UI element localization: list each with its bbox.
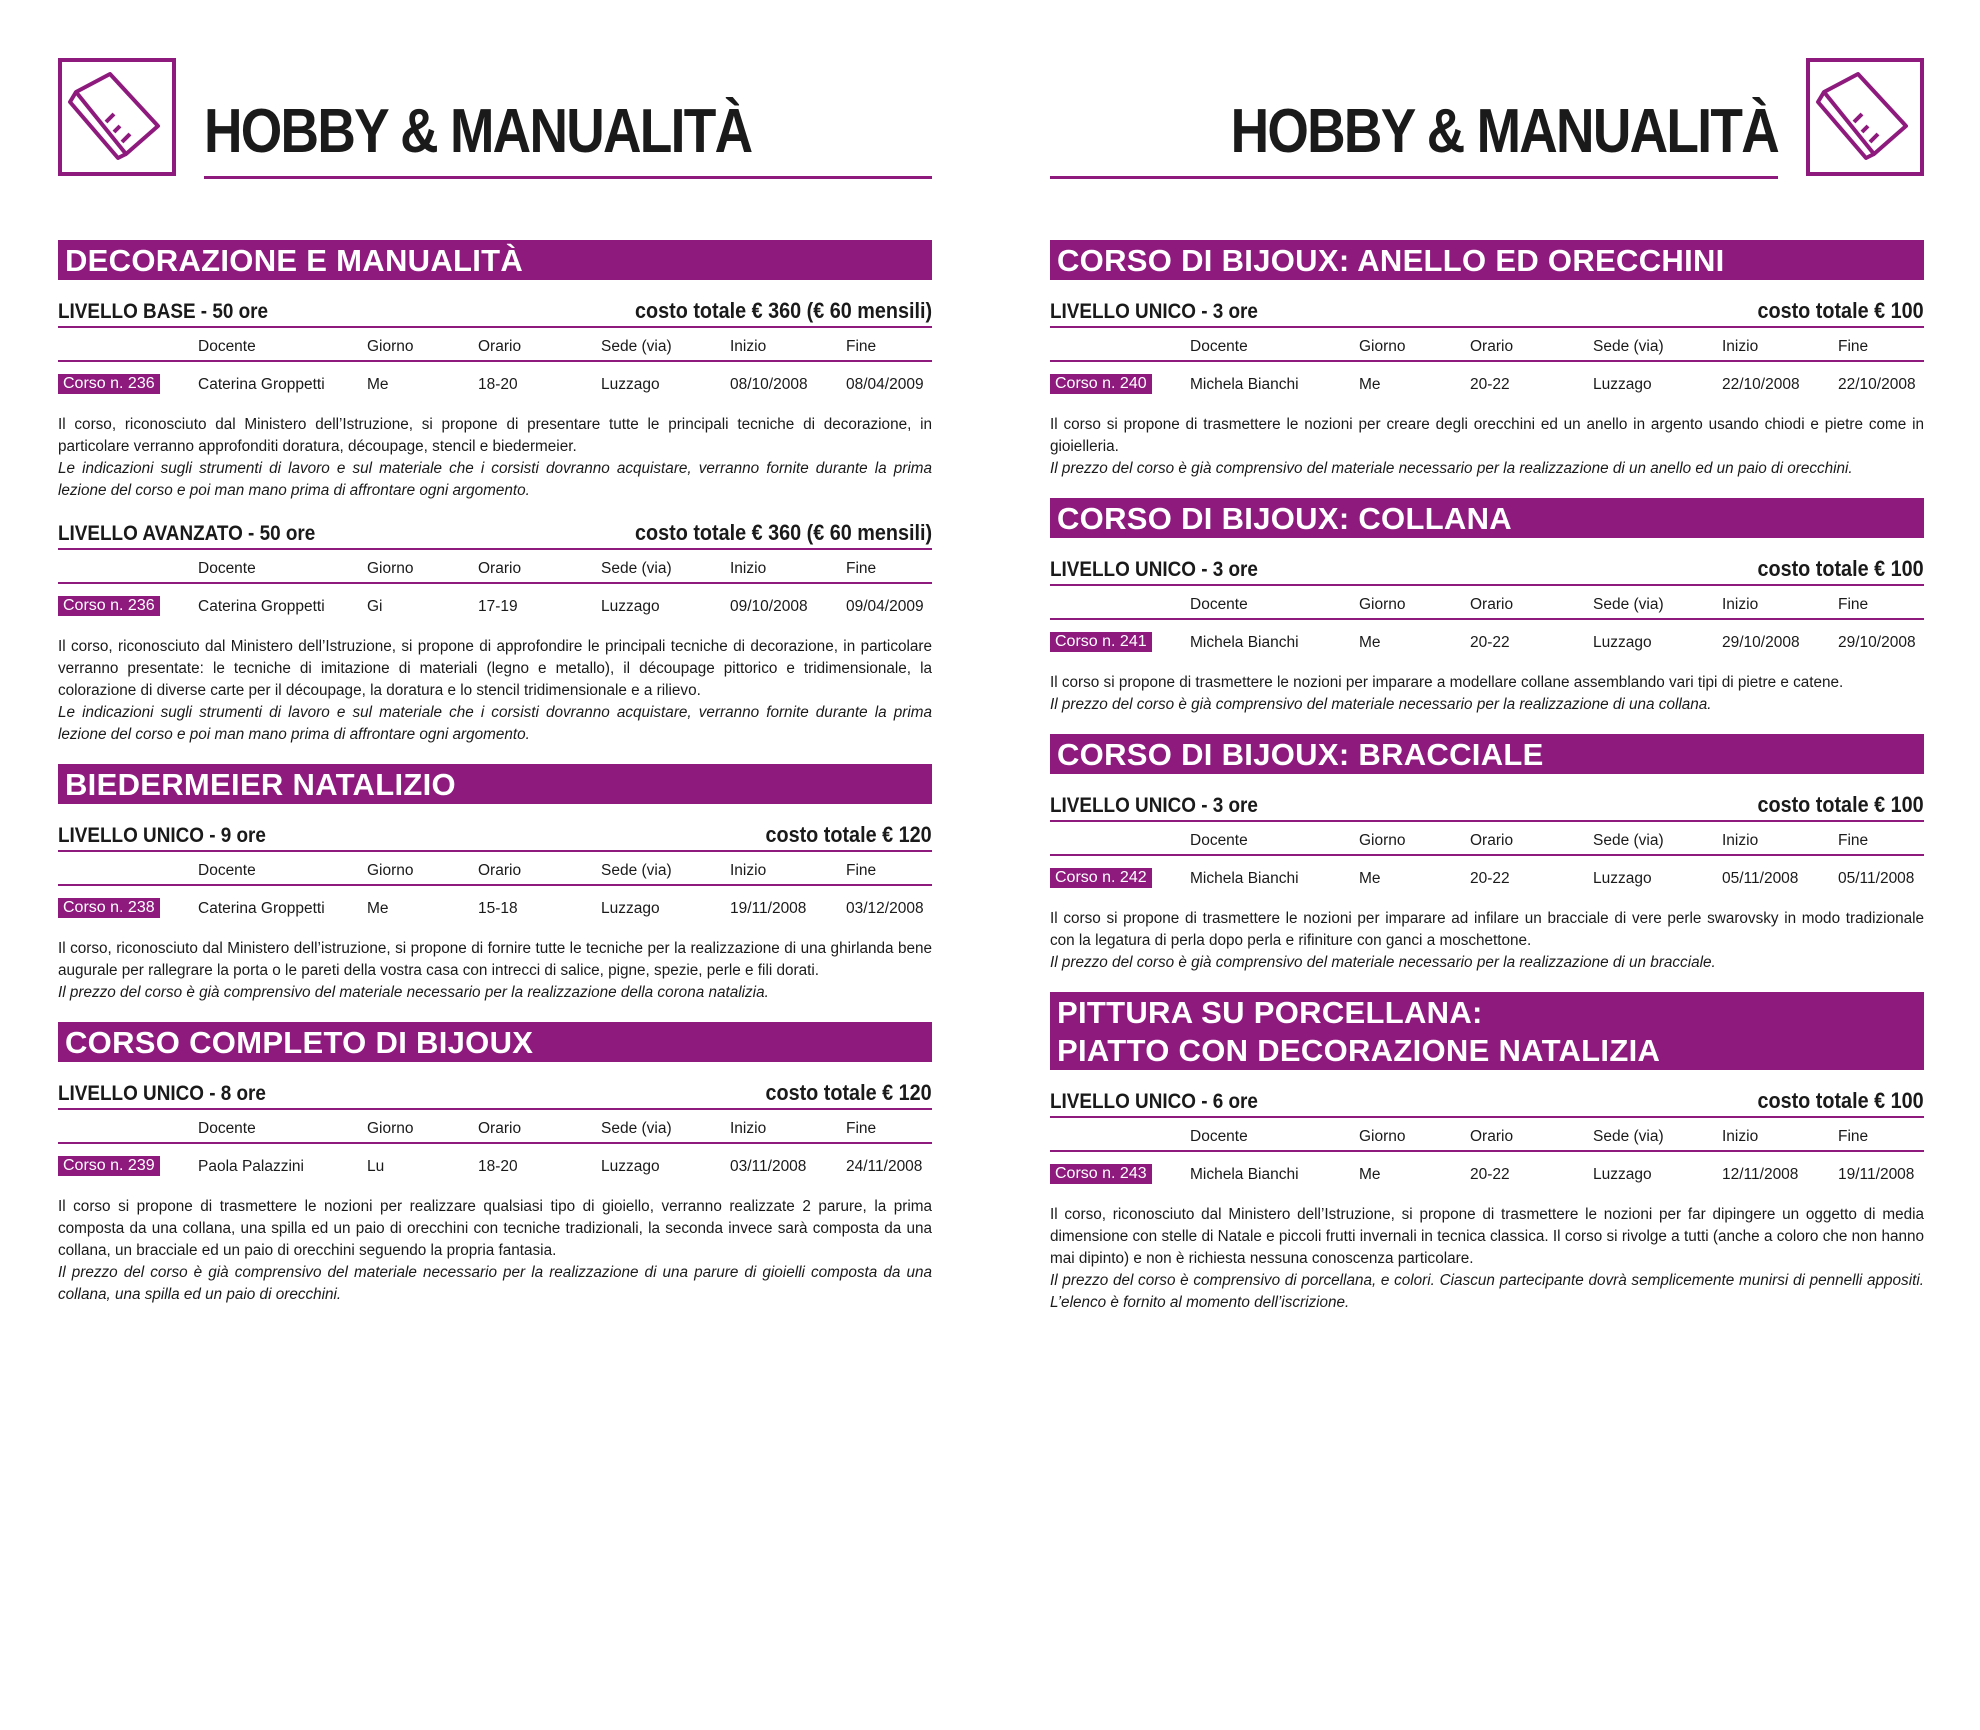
cell-inizio: 29/10/2008	[1722, 634, 1800, 651]
col-sede: Sede (via)	[1593, 338, 1664, 355]
page-header	[1050, 0, 1924, 240]
cell-giorno: Me	[1359, 376, 1381, 393]
col-docente: Docente	[198, 560, 256, 577]
course-badge: Corso n. 238	[58, 898, 160, 918]
level-name: LIVELLO UNICO - 9 ore	[58, 824, 266, 847]
cell-inizio: 09/10/2008	[730, 598, 808, 615]
course-description: Il corso, riconosciuto dal Ministero dell’Istruzione, si propone di approfondire le principali tecniche di decorazione, in particolare verranno presentate: le tecniche di imitazione di materiali (legno e metallo), il découpage pittorico e tridimensionale, la colorazione di diverse carte per il découpage, la doratura e lo stencil tridimensionale e a rilievo.	[58, 638, 932, 699]
course-note: Le indicazioni sugli strumenti di lavoro e sul materiale che i corsisti dovranno acquistare, verranno fornite durante la prima lezione del corso e poi man mano prima di affrontare ogni argomento.	[58, 460, 932, 499]
col-giorno: Giorno	[1359, 338, 1406, 355]
col-giorno: Giorno	[367, 338, 414, 355]
course-note: Il prezzo del corso è già comprensivo del materiale necessario per la realizzazione di un anello ed un paio di orecchini.	[1050, 460, 1853, 477]
col-giorno: Giorno	[367, 1120, 414, 1137]
cell-orario: 20-22	[1470, 1166, 1510, 1183]
col-giorno: Giorno	[367, 862, 414, 879]
course-section	[58, 240, 932, 746]
cell-orario: 15-18	[478, 900, 518, 917]
col-orario: Orario	[1470, 1128, 1514, 1145]
cell-docente: Michela Bianchi	[1190, 1166, 1299, 1183]
course-section	[58, 1022, 932, 1306]
ruler-icon	[58, 58, 176, 176]
table-row	[1050, 1158, 1924, 1196]
cell-fine: 19/11/2008	[1838, 1166, 1915, 1183]
left-page	[58, 0, 932, 1324]
col-inizio: Inizio	[1722, 832, 1759, 849]
col-orario: Orario	[1470, 338, 1514, 355]
table-header	[1050, 822, 1924, 856]
col-docente: Docente	[198, 862, 256, 879]
cell-orario: 18-20	[478, 376, 518, 393]
ruler-icon	[1806, 58, 1924, 176]
cell-giorno: Me	[1359, 634, 1381, 651]
course-level	[1050, 550, 1924, 716]
cell-sede: Luzzago	[1593, 1166, 1652, 1183]
table-header	[1050, 1118, 1924, 1152]
cell-docente: Michela Bianchi	[1190, 870, 1299, 887]
level-name: LIVELLO UNICO - 8 ore	[58, 1082, 266, 1105]
course-description: Il corso, riconosciuto dal Ministero dell’Istruzione, si propone di presentare tutte le principali tecniche di decorazione, in particolare verranno approfonditi doratura, découpage, stencil e biedermeier.	[58, 416, 932, 455]
col-docente: Docente	[1190, 832, 1248, 849]
cell-docente: Michela Bianchi	[1190, 376, 1299, 393]
cell-sede: Luzzago	[1593, 376, 1652, 393]
col-docente: Docente	[1190, 1128, 1248, 1145]
course-section	[58, 764, 932, 1004]
col-fine: Fine	[846, 338, 877, 355]
col-sede: Sede (via)	[601, 338, 672, 355]
title-rule	[204, 176, 932, 179]
table-row	[58, 1150, 932, 1188]
cell-sede: Luzzago	[601, 1158, 660, 1175]
col-fine: Fine	[846, 560, 877, 577]
col-orario: Orario	[1470, 596, 1514, 613]
right-page	[1050, 0, 1924, 1332]
col-inizio: Inizio	[1722, 1128, 1759, 1145]
table-header	[58, 328, 932, 362]
col-sede: Sede (via)	[601, 862, 672, 879]
level-cost: costo totale € 100	[1757, 298, 1924, 323]
cell-orario: 17-19	[478, 598, 518, 615]
col-docente: Docente	[198, 1120, 256, 1137]
cell-giorno: Me	[367, 376, 389, 393]
cell-docente: Caterina Groppetti	[198, 900, 325, 917]
section-title: CORSO DI BIJOUX: COLLANA	[1050, 498, 1924, 538]
course-description: Il corso si propone di trasmettere le nozioni per creare degli orecchini ed un anello in argento usando chiodi e pietre come in gioielleria.	[1050, 416, 1924, 455]
col-fine: Fine	[1838, 1128, 1869, 1145]
course-badge: Corso n. 241	[1050, 632, 1152, 652]
section-title: CORSO DI BIJOUX: BRACCIALE	[1050, 734, 1924, 774]
cell-giorno: Gi	[367, 598, 383, 615]
col-fine: Fine	[1838, 832, 1869, 849]
page-header	[58, 0, 932, 240]
col-sede: Sede (via)	[1593, 1128, 1664, 1145]
col-sede: Sede (via)	[601, 560, 672, 577]
cell-fine: 09/04/2009	[846, 598, 924, 615]
page-title: HOBBY & MANUALITÀ	[204, 97, 752, 166]
col-giorno: Giorno	[367, 560, 414, 577]
col-giorno: Giorno	[1359, 596, 1406, 613]
section-title: DECORAZIONE E MANUALITÀ	[58, 240, 932, 280]
course-description: Il corso si propone di trasmettere le nozioni per imparare ad infilare un bracciale di vere perle swarovsky in modo tradizionale con la legatura di perla dopo perla e rifiniture con ganci a moschettone.	[1050, 910, 1924, 949]
course-section	[1050, 734, 1924, 974]
cell-sede: Luzzago	[1593, 634, 1652, 651]
course-description: Il corso si propone di trasmettere le nozioni per realizzare qualsiasi tipo di gioiello, verranno realizzate 2 parure, la prima composta da una collana, una spilla ed un paio di orecchini con tecniche tradizionali, la seconda invece sarà composta da una collana, un bracciale ed un paio di orecchini seguendo la propria fantasia.	[58, 1198, 932, 1259]
course-note: Il prezzo del corso è già comprensivo del materiale necessario per la realizzazione di una parure di gioielli composta da una collana, una spilla ed un paio di orecchini.	[58, 1264, 932, 1303]
course-badge: Corso n. 236	[58, 374, 160, 394]
level-cost: costo totale € 360 (€ 60 mensili)	[634, 520, 932, 545]
col-orario: Orario	[478, 560, 522, 577]
table-row	[58, 892, 932, 930]
section-title-line1: PITTURA SU PORCELLANA:	[1057, 995, 1483, 1030]
col-orario: Orario	[478, 338, 522, 355]
col-sede: Sede (via)	[1593, 596, 1664, 613]
cell-docente: Paola Palazzini	[198, 1158, 304, 1175]
col-orario: Orario	[1470, 832, 1514, 849]
course-badge: Corso n. 239	[58, 1156, 160, 1176]
cell-giorno: Lu	[367, 1158, 385, 1175]
cell-docente: Michela Bianchi	[1190, 634, 1299, 651]
course-description: Il corso si propone di trasmettere le nozioni per imparare a modellare collane assemblando vari tipi di pietre e catene.	[1050, 674, 1844, 691]
cell-sede: Luzzago	[1593, 870, 1652, 887]
section-title-line2: PIATTO CON DECORAZIONE NATALIZIA	[1057, 1033, 1661, 1068]
cell-giorno: Me	[1359, 1166, 1381, 1183]
level-name: LIVELLO UNICO - 3 ore	[1050, 300, 1258, 323]
col-inizio: Inizio	[1722, 596, 1759, 613]
course-level	[58, 292, 932, 502]
course-badge: Corso n. 242	[1050, 868, 1152, 888]
cell-orario: 18-20	[478, 1158, 518, 1175]
col-inizio: Inizio	[730, 560, 767, 577]
table-row	[1050, 368, 1924, 406]
cell-sede: Luzzago	[601, 900, 660, 917]
course-note: Il prezzo del corso è già comprensivo del materiale necessario per la realizzazione di una collana.	[1050, 696, 1712, 713]
table-row	[58, 590, 932, 628]
page-title: HOBBY & MANUALITÀ	[1230, 97, 1778, 166]
col-fine: Fine	[1838, 338, 1869, 355]
course-level	[58, 514, 932, 746]
level-name: LIVELLO UNICO - 3 ore	[1050, 794, 1258, 817]
table-header	[1050, 586, 1924, 620]
cell-inizio: 08/10/2008	[730, 376, 808, 393]
level-name: LIVELLO UNICO - 6 ore	[1050, 1090, 1258, 1113]
cell-orario: 20-22	[1470, 634, 1510, 651]
cell-inizio: 22/10/2008	[1722, 376, 1800, 393]
section-title: BIEDERMEIER NATALIZIO	[58, 764, 932, 804]
col-inizio: Inizio	[730, 338, 767, 355]
col-inizio: Inizio	[730, 862, 767, 879]
cell-docente: Caterina Groppetti	[198, 376, 325, 393]
cell-inizio: 19/11/2008	[730, 900, 807, 917]
course-badge: Corso n. 243	[1050, 1164, 1152, 1184]
course-level	[1050, 786, 1924, 974]
section-title: CORSO DI BIJOUX: ANELLO ED ORECCHINI	[1050, 240, 1924, 280]
table-header	[58, 550, 932, 584]
level-cost: costo totale € 100	[1757, 556, 1924, 581]
cell-sede: Luzzago	[601, 598, 660, 615]
course-section	[1050, 992, 1924, 1314]
level-name: LIVELLO AVANZATO - 50 ore	[58, 522, 316, 545]
course-note: Le indicazioni sugli strumenti di lavoro e sul materiale che i corsisti dovranno acquistare, verranno fornite durante la prima lezione del corso e poi man mano prima di affrontare ogni argomento.	[58, 704, 932, 743]
level-cost: costo totale € 120	[765, 822, 932, 847]
course-note: Il prezzo del corso è comprensivo di porcellana, e colori. Ciascun partecipante dovrà semplicemente munirsi di pennelli appositi. L’elenco è fornito al momento dell’iscrizione.	[1050, 1272, 1924, 1311]
cell-inizio: 12/11/2008	[1722, 1166, 1799, 1183]
cell-giorno: Me	[367, 900, 389, 917]
section-title	[1050, 992, 1924, 1070]
level-cost: costo totale € 100	[1757, 1088, 1924, 1113]
col-docente: Docente	[1190, 338, 1248, 355]
col-sede: Sede (via)	[601, 1120, 672, 1137]
cell-fine: 24/11/2008	[846, 1158, 923, 1175]
cell-fine: 22/10/2008	[1838, 376, 1916, 393]
cell-orario: 20-22	[1470, 870, 1510, 887]
col-docente: Docente	[198, 338, 256, 355]
course-note: Il prezzo del corso è già comprensivo del materiale necessario per la realizzazione di un bracciale.	[1050, 954, 1716, 971]
col-fine: Fine	[846, 862, 877, 879]
col-giorno: Giorno	[1359, 832, 1406, 849]
cell-inizio: 03/11/2008	[730, 1158, 807, 1175]
table-header	[58, 1110, 932, 1144]
col-orario: Orario	[478, 1120, 522, 1137]
course-badge: Corso n. 240	[1050, 374, 1152, 394]
level-name: LIVELLO UNICO - 3 ore	[1050, 558, 1258, 581]
cell-inizio: 05/11/2008	[1722, 870, 1799, 887]
col-docente: Docente	[1190, 596, 1248, 613]
col-inizio: Inizio	[1722, 338, 1759, 355]
level-cost: costo totale € 360 (€ 60 mensili)	[634, 298, 932, 323]
level-cost: costo totale € 100	[1757, 792, 1924, 817]
table-row	[1050, 862, 1924, 900]
level-cost: costo totale € 120	[765, 1080, 932, 1105]
col-inizio: Inizio	[730, 1120, 767, 1137]
course-level	[58, 1074, 932, 1306]
col-orario: Orario	[478, 862, 522, 879]
course-note: Il prezzo del corso è già comprensivo del materiale necessario per la realizzazione della corona natalizia.	[58, 984, 769, 1001]
col-sede: Sede (via)	[1593, 832, 1664, 849]
course-description: Il corso, riconosciuto dal Ministero dell’Istruzione, si propone di trasmettere le nozioni per far dipingere un oggetto di media dimensione con stelle di Natale e piccoli frutti invernali in tecnica classica. Il corso si rivolge a tutti (anche a coloro che non hanno mai dipinto) e non è richiesta nessuna conoscenza particolare.	[1050, 1206, 1924, 1267]
cell-docente: Caterina Groppetti	[198, 598, 325, 615]
col-fine: Fine	[1838, 596, 1869, 613]
cell-fine: 05/11/2008	[1838, 870, 1915, 887]
col-fine: Fine	[846, 1120, 877, 1137]
course-level	[58, 816, 932, 1004]
col-giorno: Giorno	[1359, 1128, 1406, 1145]
course-section	[1050, 498, 1924, 716]
table-row	[58, 368, 932, 406]
cell-sede: Luzzago	[601, 376, 660, 393]
course-section	[1050, 240, 1924, 480]
table-row	[1050, 626, 1924, 664]
course-level	[1050, 1082, 1924, 1314]
course-description: Il corso, riconosciuto dal Ministero dell’istruzione, si propone di fornire tutte le tecniche per la realizzazione di una ghirlanda bene augurale per rallegrare la porta o le pareti della vostra casa con intrecci di salice, pigne, spezie, perle e fili dorati.	[58, 940, 932, 979]
level-name: LIVELLO BASE - 50 ore	[58, 300, 269, 323]
cell-orario: 20-22	[1470, 376, 1510, 393]
table-header	[1050, 328, 1924, 362]
course-level	[1050, 292, 1924, 480]
cell-giorno: Me	[1359, 870, 1381, 887]
table-header	[58, 852, 932, 886]
course-badge: Corso n. 236	[58, 596, 160, 616]
section-title: CORSO COMPLETO DI BIJOUX	[58, 1022, 932, 1062]
cell-fine: 29/10/2008	[1838, 634, 1916, 651]
cell-fine: 03/12/2008	[846, 900, 924, 917]
title-rule	[1050, 176, 1778, 179]
cell-fine: 08/04/2009	[846, 376, 924, 393]
